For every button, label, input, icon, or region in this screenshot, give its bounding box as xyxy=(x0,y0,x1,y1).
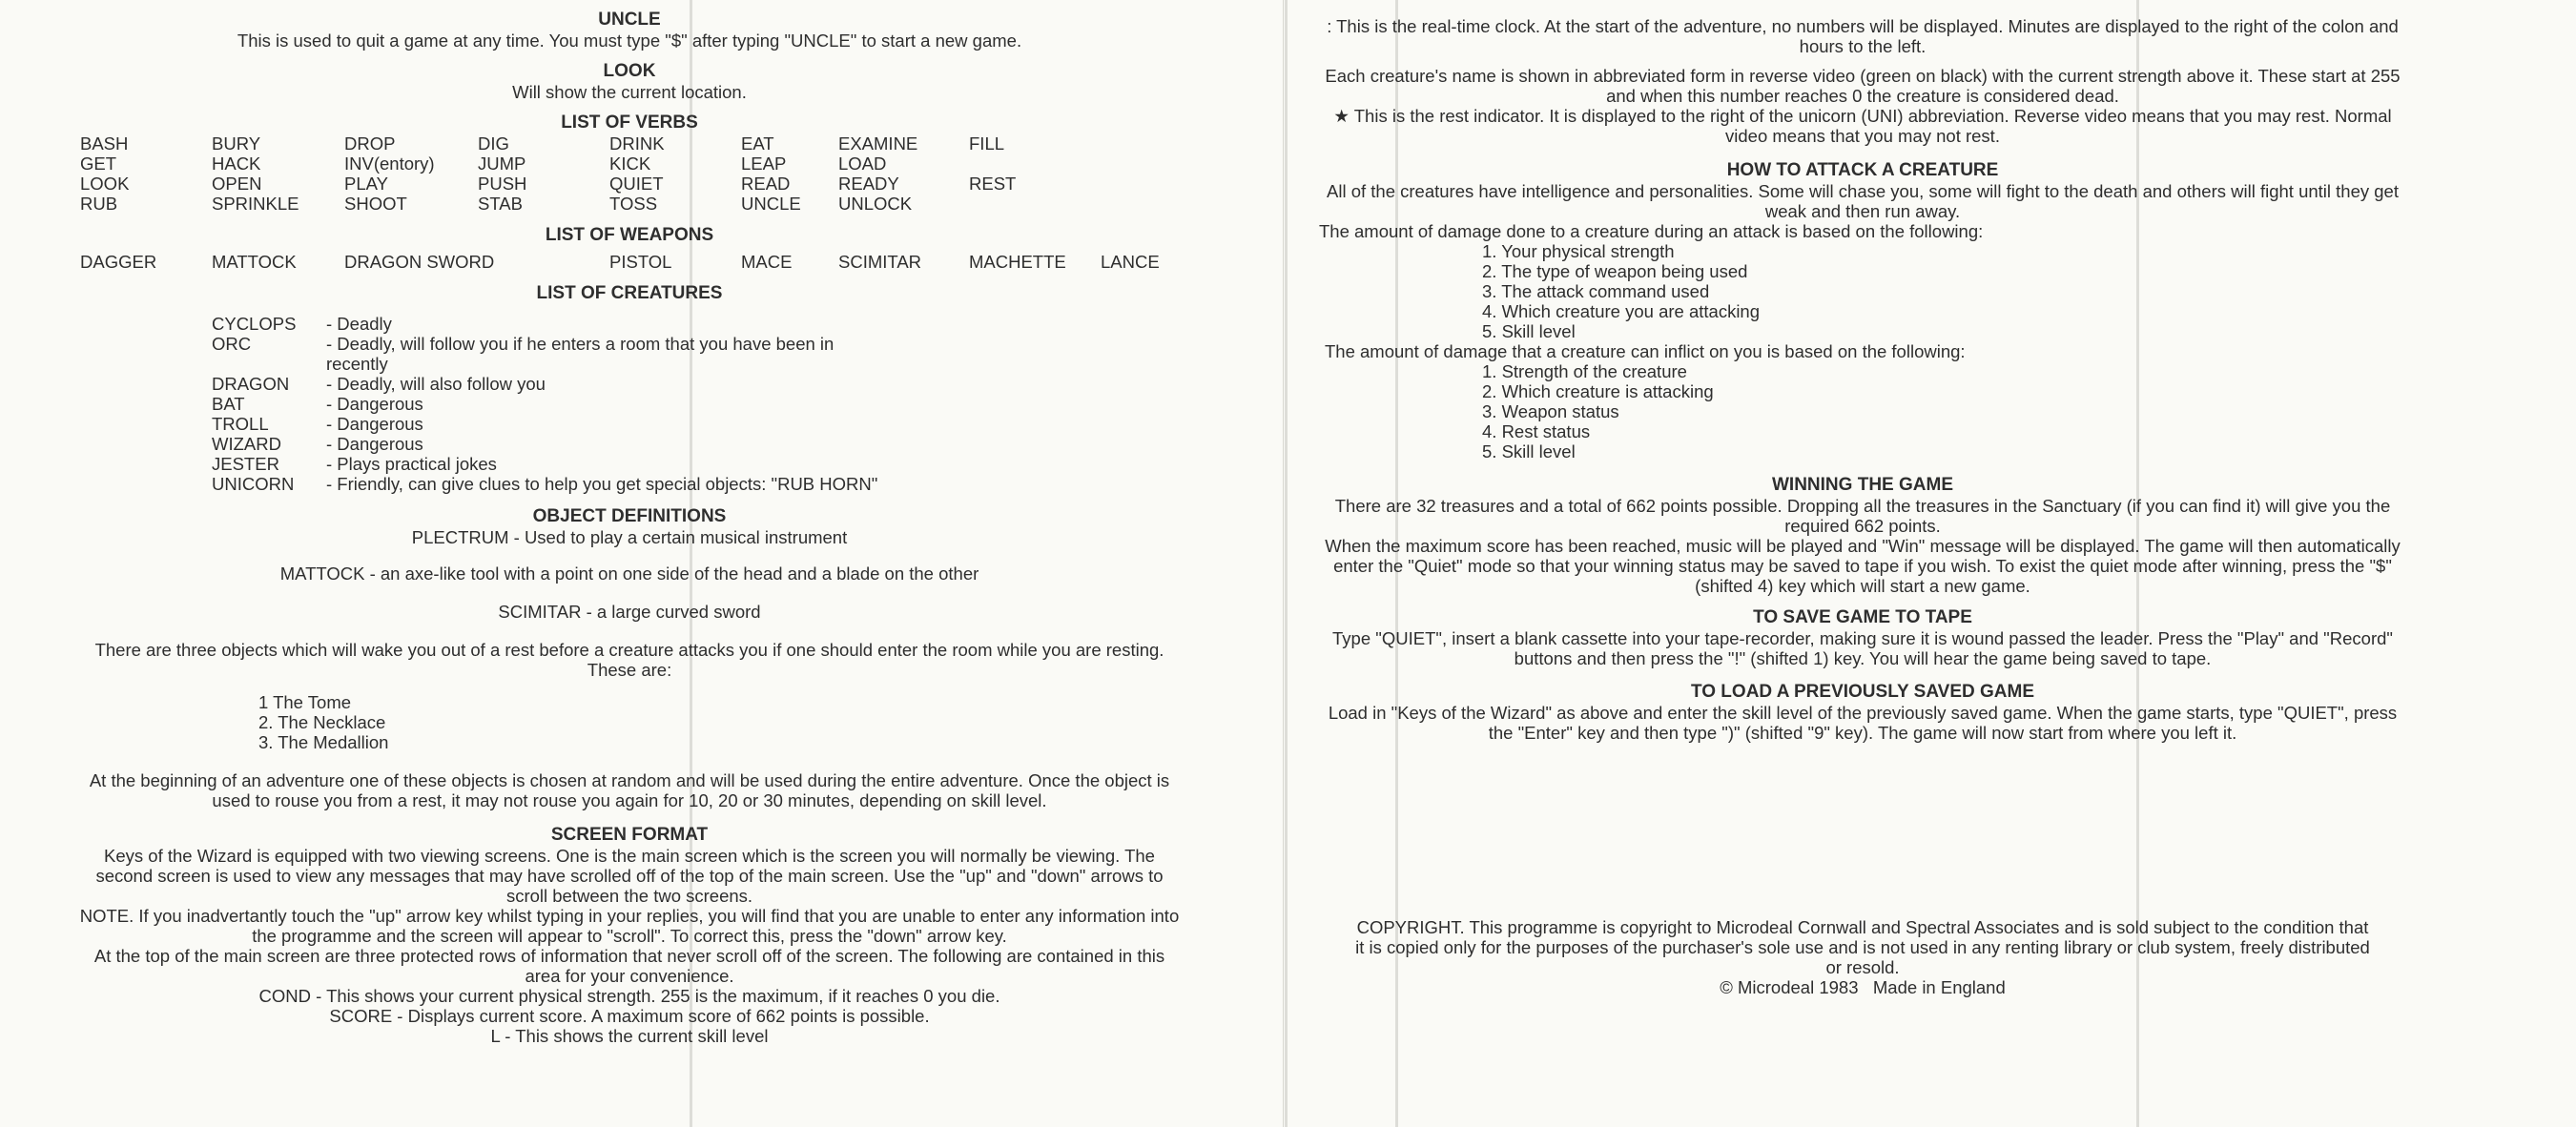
winning-heading: WINNING THE GAME xyxy=(1772,475,1953,495)
verbs-row xyxy=(76,174,1183,194)
creature-desc: - Deadly, will follow you if he enters a room that you have been in recently xyxy=(326,334,835,374)
cond-text: COND - This shows your current physical strength. 255 is the maximum, if it reaches 0 you die. xyxy=(258,986,1000,1006)
damage-factor: 1. Strength of the creature xyxy=(1482,361,1687,381)
look-text: Will show the current location. xyxy=(512,82,747,102)
verb: OPEN xyxy=(212,174,262,194)
right-panel xyxy=(1314,0,2411,997)
weapons-list xyxy=(76,252,1183,272)
creature-name: CYCLOPS xyxy=(212,314,297,334)
load-text: Load in "Keys of the Wizard" as above and enter the skill level of the previously saved game. When the game starts, type "QUIET", press the "Enter" key and then type ")" (shifted "9" key). The game will now start from where you left it. xyxy=(1328,703,2398,743)
damage-done-list xyxy=(1314,241,2411,341)
verb: LOOK xyxy=(80,174,130,194)
weapons-heading: LIST OF WEAPONS xyxy=(545,225,714,245)
verb: UNLOCK xyxy=(838,194,913,214)
object-definitions-heading: OBJECT DEFINITIONS xyxy=(532,506,727,526)
rest-indicator-text: ★ This is the rest indicator. It is displayed to the right of the unicorn (UNI) abbreviation. Reverse video means that you may rest. Normal video means that you may not rest. xyxy=(1333,106,2392,146)
wake-object: 3. The Medallion xyxy=(258,732,389,752)
creatures-list xyxy=(212,314,956,494)
verb: HACK xyxy=(212,154,261,174)
creature-desc: - Dangerous xyxy=(326,434,423,454)
creature-desc: - Plays practical jokes xyxy=(326,454,497,474)
weapon: MACE xyxy=(741,252,793,272)
protected-rows-text: At the top of the main screen are three protected rows of information that never scroll off of the screen. The following are contained in this area for your convenience. xyxy=(93,946,1165,986)
creature-name: DRAGON xyxy=(212,374,290,394)
creature-row xyxy=(212,334,956,374)
verb: INV(entory) xyxy=(344,154,435,174)
verb: DROP xyxy=(344,133,396,154)
creature-row xyxy=(212,414,956,434)
save-text: Type "QUIET", insert a blank cassette into your tape-recorder, making sure it is wound passed the leader. Press the "Play" and "Record" buttons and then press the "!" (shifted 1) key. You will hear the game being saved to tape. xyxy=(1332,628,2393,668)
save-heading: TO SAVE GAME TO TAPE xyxy=(1753,607,1972,627)
attack-text: All of the creatures have intelligence and personalities. Some will chase you, some will fight to the death and others will fight until they get weak and then run away. xyxy=(1327,181,2399,221)
verb: TOSS xyxy=(609,194,658,214)
weapon: MATTOCK xyxy=(212,252,297,272)
panel-edge xyxy=(1283,0,1284,1127)
uncle-heading: UNCLE xyxy=(598,10,661,30)
verb: EXAMINE xyxy=(838,133,918,154)
damage-done-text: The amount of damage done to a creature during an attack is based on the following: xyxy=(1319,221,1984,241)
verb: EAT xyxy=(741,133,774,154)
plectrum-definition: PLECTRUM - Used to play a certain musical instrument xyxy=(411,527,848,547)
weapon: LANCE xyxy=(1101,252,1160,272)
look-heading: LOOK xyxy=(603,61,656,81)
scimitar-definition: SCIMITAR - a large curved sword xyxy=(498,602,761,622)
wake-objects-list xyxy=(258,692,1183,752)
damage-factor: 3. Weapon status xyxy=(1482,401,1619,421)
score-text: SCORE - Displays current score. A maximum score of 662 points is possible. xyxy=(329,1006,930,1026)
creature-row xyxy=(212,434,956,454)
weapon: DAGGER xyxy=(80,252,157,272)
damage-taken-text: The amount of damage that a creature can inflict on you is based on the following: xyxy=(1325,341,1966,361)
creature-desc: - Dangerous xyxy=(326,394,423,414)
verb: PLAY xyxy=(344,174,388,194)
winning-music-text: When the maximum score has been reached, music will be played and "Win" message will be displayed. The game will then automatically enter the "Quiet" mode so that your winning status may be saved to tape if you wish. To exist the quiet mode after winning, press the "$" (shifted 4) key which will start a new game. xyxy=(1325,536,2401,596)
creature-row xyxy=(212,314,956,334)
screen-format-text: Keys of the Wizard is equipped with two viewing screens. One is the main screen which is the screen you will normally be viewing. The second screen is used to view any messages that may have scrolled off of the top of the main screen. Use the "up" and "down" arrows to scroll between the two screens. xyxy=(95,846,1164,906)
attack-heading: HOW TO ATTACK A CREATURE xyxy=(1726,160,1999,180)
creature-row xyxy=(212,454,956,474)
skill-level-text: L - This shows the current skill level xyxy=(490,1026,769,1046)
creature-row xyxy=(212,474,956,494)
clock-text: : This is the real-time clock. At the start of the adventure, no numbers will be displayed. Minutes are displayed to the right of the colon and hours to the left. xyxy=(1327,16,2399,56)
creature-name: UNICORN xyxy=(212,474,295,494)
damage-factor: 1. Your physical strength xyxy=(1482,241,1675,261)
verbs-table xyxy=(76,133,1183,214)
verbs-row xyxy=(76,194,1183,214)
damage-factor: 5. Skill level xyxy=(1482,441,1576,461)
wake-object: 2. The Necklace xyxy=(258,712,386,732)
uncle-text: This is used to quit a game at any time. You must type "$" after typing "UNCLE" to start a new game. xyxy=(237,31,1022,51)
creature-name: WIZARD xyxy=(212,434,281,454)
copyright-text: COPYRIGHT. This programme is copyright to Microdeal Cornwall and Spectral Associates and is sold subject to the condition that it is copied only for the purposes of the purchaser's sole use and is not used in any renting library or club system, freely distributed or resold. xyxy=(1355,917,2370,977)
verb: READY xyxy=(838,174,899,194)
creature-name: BAT xyxy=(212,394,245,414)
creature-row xyxy=(212,394,956,414)
damage-taken-list xyxy=(1314,361,2411,461)
creature-name: ORC xyxy=(212,334,252,354)
damage-factor: 4. Rest status xyxy=(1482,421,1591,441)
verb: SPRINKLE xyxy=(212,194,299,214)
beginning-text: At the beginning of an adventure one of these objects is chosen at random and will be used during the entire adventure. Once the object is used to rouse you from a rest, it may not rouse you again for 10, 20 or 30 minutes, depending on skill level. xyxy=(89,770,1170,810)
weapon: PISTOL xyxy=(609,252,672,272)
creatures-heading: LIST OF CREATURES xyxy=(536,283,723,303)
verb: SHOOT xyxy=(344,194,407,214)
verb: KICK xyxy=(609,154,651,174)
verbs-row xyxy=(76,133,1183,154)
creature-desc: - Dangerous xyxy=(326,414,423,434)
damage-factor: 2. Which creature is attacking xyxy=(1482,381,1714,401)
verb: QUIET xyxy=(609,174,664,194)
verb: DIG xyxy=(478,133,509,154)
verb: JUMP xyxy=(478,154,526,174)
damage-factor: 5. Skill level xyxy=(1482,321,1576,341)
wake-object: 1 The Tome xyxy=(258,692,352,712)
verb: LEAP xyxy=(741,154,787,174)
creature-desc: - Deadly xyxy=(326,314,392,334)
fold-crease-center xyxy=(1285,0,1288,1127)
damage-factor: 3. The attack command used xyxy=(1482,281,1710,301)
verbs-heading: LIST OF VERBS xyxy=(561,113,698,133)
verb: STAB xyxy=(478,194,523,214)
creature-desc: - Friendly, can give clues to help you get special objects: "RUB HORN" xyxy=(326,474,878,494)
verbs-row xyxy=(76,154,1183,174)
screen-format-heading: SCREEN FORMAT xyxy=(550,825,709,845)
made-in-england: © Microdeal 1983 Made in England xyxy=(1720,977,2006,997)
verb: LOAD xyxy=(838,154,887,174)
verb: GET xyxy=(80,154,117,174)
verb: BURY xyxy=(212,133,261,154)
creature-name: JESTER xyxy=(212,454,279,474)
wake-objects-text: There are three objects which will wake you out of a rest before a creature attacks you if one should enter the room while you are resting. These are: xyxy=(94,640,1164,680)
weapon: MACHETTE xyxy=(969,252,1066,272)
verb: RUB xyxy=(80,194,118,214)
weapon: DRAGON SWORD xyxy=(344,252,495,272)
verb: FILL xyxy=(969,133,1005,154)
verb: PUSH xyxy=(478,174,527,194)
creature-name-text: Each creature's name is shown in abbreviated form in reverse video (green on black) with the current strength above it. These start at 255 and when this number reaches 0 the creature is considered dead. xyxy=(1325,66,2401,106)
verb: BASH xyxy=(80,133,129,154)
damage-factor: 2. The type of weapon being used xyxy=(1482,261,1748,281)
verb: READ xyxy=(741,174,791,194)
mattock-definition: MATTOCK - an axe-like tool with a point on one side of the head and a blade on the other xyxy=(279,564,979,584)
damage-factor: 4. Which creature you are attacking xyxy=(1482,301,1761,321)
winning-text: There are 32 treasures and a total of 662 points possible. Dropping all the treasures in the Sanctuary (if you can find it) will give you the required 662 points. xyxy=(1334,496,2391,536)
verb: UNCLE xyxy=(741,194,801,214)
creature-name: TROLL xyxy=(212,414,269,434)
verb: REST xyxy=(969,174,1017,194)
note-text: NOTE. If you inadvertantly touch the "up" arrow key whilst typing in your replies, you will find that you are unable to enter any information into the programme and the screen will appear to "scroll". To correct this, press the "down" arrow key. xyxy=(79,906,1180,946)
weapon: SCIMITAR xyxy=(838,252,922,272)
left-panel xyxy=(76,0,1183,1046)
verb: DRINK xyxy=(609,133,665,154)
load-heading: TO LOAD A PREVIOUSLY SAVED GAME xyxy=(1690,682,2034,702)
creature-desc: - Deadly, will also follow you xyxy=(326,374,546,394)
creature-row xyxy=(212,374,956,394)
